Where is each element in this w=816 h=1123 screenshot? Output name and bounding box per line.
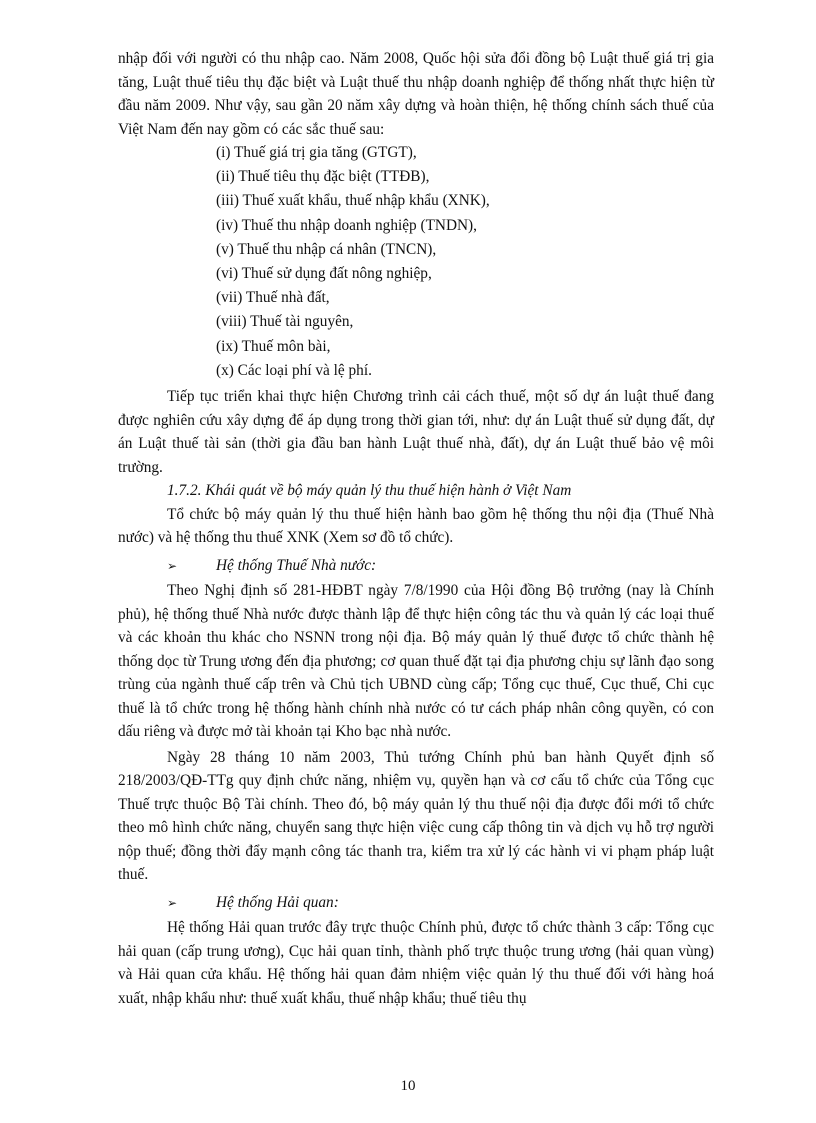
paragraph-continue-reform: Tiếp tục triển khai thực hiện Chương trình cải cách thuế, một số dự án luật thuế đang được nghiên cứu xây dựng để áp dụng trong thời gian tới, như: dự án Luật thuế sử dụng đất, dự án Luật thuế tài sản (thời gia đầu ban hành Luật thuế nhà, đất), dự án Luật thuế bảo vệ môi trường. — [118, 388, 714, 476]
arrow-bullet-icon: ➢ — [167, 558, 178, 573]
tax-list-item: (iv) Thuế thu nhập doanh nghiệp (TNDN), — [216, 216, 477, 234]
bullet-heading-state-tax — [118, 554, 714, 579]
paragraph-state-tax-2: Ngày 28 tháng 10 năm 2003, Thủ tướng Chính phủ ban hành Quyết định số 218/2003/QĐ-TTg quy định chức năng, nhiệm vụ, quyền hạn và cơ cấu tổ chức của Tổng cục Thuế trực thuộc Bộ Tài chính. Theo đó, bộ máy quản lý thu thuế nội địa được đổi mới tổ chức theo mô hình chức năng, chuyển sang thực hiện việc cung cấp thông tin và dịch vụ hỗ trợ người nộp thuế; đồng thời đẩy mạnh công tác thanh tra, kiểm tra xử lý các hành vi vi phạm pháp luật thuế. — [118, 748, 714, 884]
tax-list-item: (iii) Thuế xuất khẩu, thuế nhập khẩu (XNK), — [216, 192, 490, 210]
tax-list-item: (ii) Thuế tiêu thụ đặc biệt (TTĐB), — [216, 168, 430, 186]
tax-list — [118, 141, 714, 383]
tax-list-item: (viii) Thuế tài nguyên, — [216, 313, 354, 331]
arrow-bullet-icon: ➢ — [167, 895, 178, 910]
paragraph-state-tax-1: Theo Nghị định số 281-HĐBT ngày 7/8/1990 của Hội đồng Bộ trưởng (nay là Chính phủ), hệ thống thuế Nhà nước được thành lập để thực hiện công tác thu và quản lý các loại thuế và các khoản thu khác cho NSNN trong nội địa. Bộ máy quản lý thuế được tổ chức thành hệ thống dọc từ Trung ương đến địa phương; cơ quan thuế đặt tại địa phương chịu sự lãnh đạo song trùng của ngành thuế cấp trên và Chủ tịch UBND cùng cấp; Tổng cục thuế, Cục thuế, Chi cục thuế là tổ chức trong hệ thống hành chính nhà nước có tư cách pháp nhân công quyền, có con dấu riêng và được mở tài khoản tại Kho bạc nhà nước. — [118, 582, 714, 741]
page-number: 10 — [400, 1078, 416, 1094]
paragraph-org-overview: Tổ chức bộ máy quản lý thu thuế hiện hành bao gồm hệ thống thu nội địa (Thuế Nhà nước) và hệ thống thu thuế XNK (Xem sơ đồ tổ chức). — [118, 505, 714, 547]
bullet-heading-label: Hệ thống Thuế Nhà nước: — [216, 556, 377, 574]
bullet-heading-label: Hệ thống Hải quan: — [216, 893, 339, 911]
tax-list-item: (x) Các loại phí và lệ phí. — [216, 361, 372, 379]
paragraph-intro: nhập đối với người có thu nhập cao. Năm 2008, Quốc hội sửa đổi đồng bộ Luật thuế giá trị gia tăng, Luật thuế tiêu thụ đặc biệt và Luật thuế thu nhập doanh nghiệp để thống nhất thực hiện từ đầu năm 2009. Như vậy, sau gần 20 năm xây dựng và hoàn thiện, hệ thống chính sách thuế của Việt Nam đến nay gồm có các sắc thuế sau: — [118, 50, 714, 138]
bullet-heading-customs — [118, 891, 714, 916]
tax-list-item: (i) Thuế giá trị gia tăng (GTGT), — [216, 144, 417, 161]
tax-list-item: (v) Thuế thu nhập cá nhân (TNCN), — [216, 240, 437, 258]
tax-list-item: (vi) Thuế sử dụng đất nông nghiệp, — [216, 265, 432, 283]
document-page — [118, 47, 714, 1010]
tax-list-item: (vii) Thuế nhà đất, — [216, 289, 330, 307]
paragraph-customs-1: Hệ thống Hải quan trước đây trực thuộc Chính phủ, được tổ chức thành 3 cấp: Tổng cục hải quan (cấp trung ương), Cục hải quan tỉnh, thành phố trực thuộc trung ương (hải quan vùng) và Hải quan cửa khẩu. Hệ thống hải quan đảm nhiệm việc quản lý thu thuế đối với hàng hoá xuất, nhập khẩu như: thuế xuất khẩu, thuế nhập khẩu; thuế tiêu thụ — [118, 919, 714, 1007]
section-heading: 1.7.2. Khái quát về bộ máy quản lý thu thuế hiện hành ở Việt Nam — [167, 482, 572, 500]
tax-list-item: (ix) Thuế môn bài, — [216, 337, 331, 355]
